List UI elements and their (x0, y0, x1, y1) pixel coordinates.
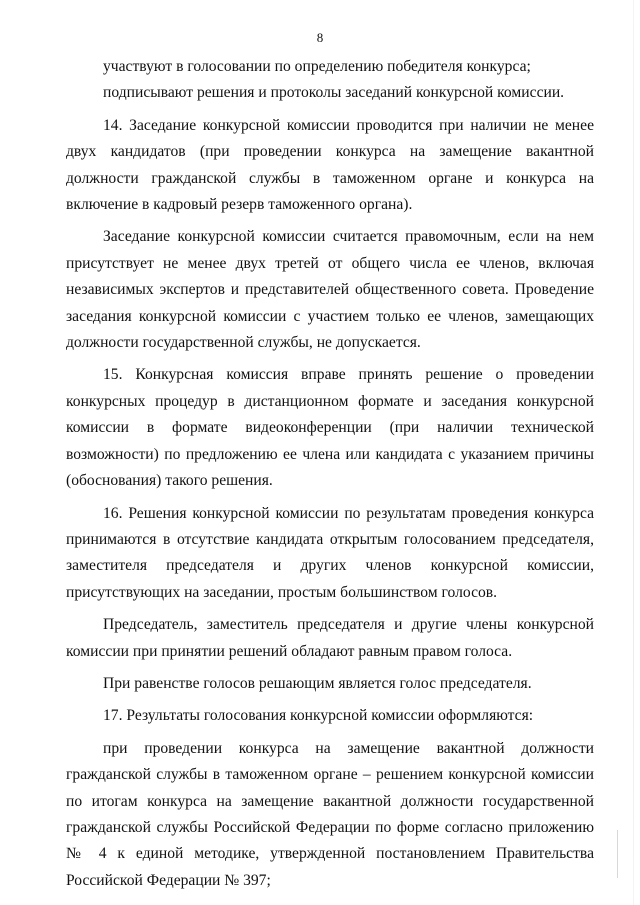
paragraph-voting-duty: участвуют в голосовании по определению победителя конкурса; (103, 58, 531, 75)
paragraph-quorum: Заседание конкурсной комиссии считается правомочным, если на нем присутствует не менее двух третей от общего числа ее членов, включая независимых экспертов и представителей общественного совета. Проведение заседания конкурсной комиссии с участием только ее членов, замещающих должности государственной службы, не допускается. (66, 228, 594, 352)
paragraph-tie-vote: При равенстве голосов решающим является голос председателя. (103, 674, 532, 692)
paragraph-clause-15: 15. Конкурсная комиссия вправе принять решение о проведении конкурсных процедур в дистанционном формате и заседания конкурсной комиссии в формате видеоконференции (при наличии технической возможности) по предложению ее члена или кандидата с указанием причины (обоснования) такого решения. (66, 366, 594, 490)
scan-artifact-mark (617, 830, 618, 878)
paragraph-signing-duty: подписывают решения и протоколы заседаний конкурсной комиссии. (103, 84, 565, 102)
scan-edge-line (633, 0, 634, 905)
paragraph-equal-vote: Председатель, заместитель председателя и другие члены конкурсной комиссии при принятии решений обладают равным правом голоса. (66, 616, 594, 660)
paragraph-clause-17: 17. Результаты голосования конкурсной комиссии оформляются: (103, 707, 534, 725)
paragraph-clause-14: 14. Заседание конкурсной комиссии проводится при наличии не менее двух кандидатов (при проведении конкурса на замещение вакантной должности гражданской службы в таможенном органе и конкурса на включение в кадровый резерв таможенного органа). (66, 116, 594, 214)
page-number: 8 (316, 30, 324, 45)
document-body (66, 54, 594, 894)
paragraph-vacancy-decision: при проведении конкурса на замещение вакантной должности гражданской службы в таможенном органе – решением конкурсной комиссии по итогам конкурса на замещение вакантной должности государственной гражданской службы Российской Федерации по форме согласно приложению № 4 к единой методике, утвержденной постановлением Правительства Российской Федерации № 397; (66, 739, 594, 889)
paragraph-clause-16: 16. Решения конкурсной комиссии по результатам проведения конкурса принимаются в отсутствие кандидата открытым голосованием председателя, заместителя председателя и других членов конкурсной комиссии, присутствующих на заседании, простым большинством голосов. (66, 504, 594, 601)
